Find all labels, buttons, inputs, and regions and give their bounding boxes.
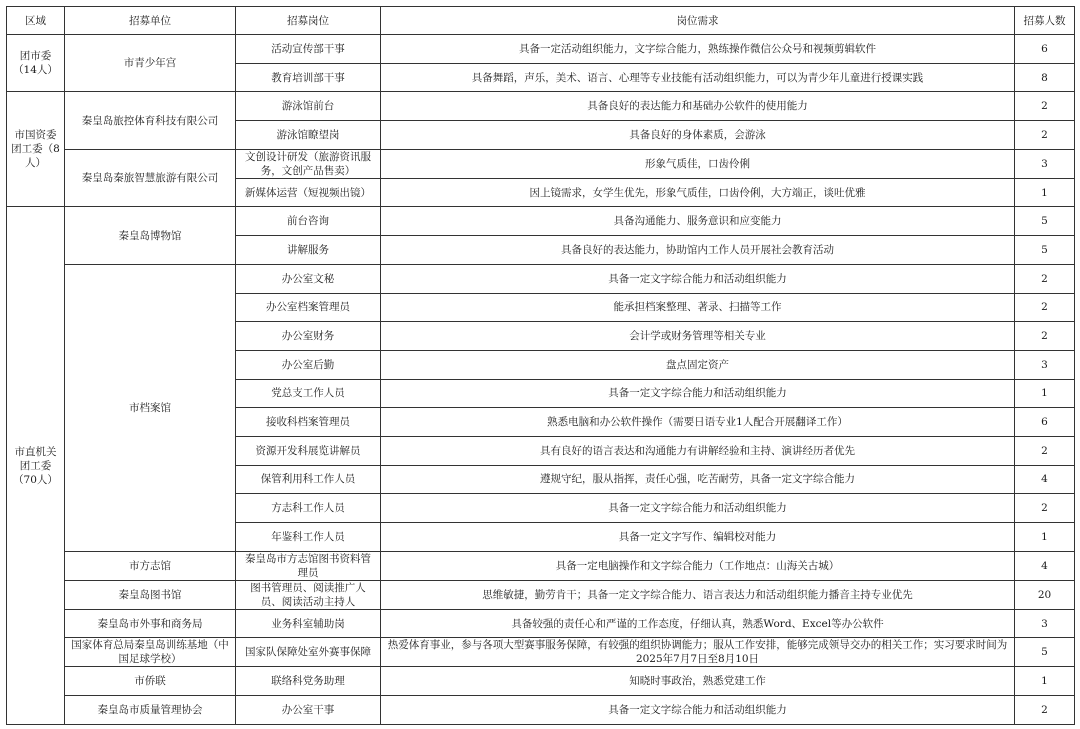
count-cell: 2 <box>1015 293 1075 322</box>
count-cell: 2 <box>1015 696 1075 725</box>
unit-cell: 市方志馆 <box>65 551 236 580</box>
requirement-cell: 熟悉电脑和办公软件操作（需要日语专业1人配合开展翻译工作） <box>381 408 1015 437</box>
position-cell: 办公室文秘 <box>236 264 381 293</box>
position-cell: 游泳馆前台 <box>236 92 381 121</box>
unit-cell: 秦皇岛市质量管理协会 <box>65 696 236 725</box>
position-cell: 文创设计研发（旅游资讯服务，文创产品售卖） <box>236 149 381 178</box>
header-position: 招募岗位 <box>236 7 381 35</box>
position-cell: 新媒体运营（短视频出镜） <box>236 178 381 207</box>
requirement-cell: 遵规守纪，服从指挥，责任心强，吃苦耐劳，具备一定文字综合能力 <box>381 465 1015 494</box>
unit-cell: 市档案馆 <box>65 264 236 551</box>
count-cell: 1 <box>1015 379 1075 408</box>
requirement-cell: 思维敏捷，勤劳肯干；具备一定文字综合能力、语言表达力和活动组织能力播音主持专业优先 <box>381 580 1015 609</box>
requirement-cell: 具有良好的语言表达和沟通能力有讲解经验和主持、演讲经历者优先 <box>381 436 1015 465</box>
table-row <box>7 92 1075 121</box>
count-cell: 3 <box>1015 350 1075 379</box>
table-row <box>7 207 1075 236</box>
region-cell: 团市委（14人） <box>7 35 65 92</box>
count-cell: 3 <box>1015 149 1075 178</box>
requirement-cell: 具备一定文字综合能力和活动组织能力 <box>381 379 1015 408</box>
count-cell: 6 <box>1015 35 1075 64</box>
requirement-cell: 具备良好的身体素质，会游泳 <box>381 121 1015 150</box>
count-cell: 4 <box>1015 465 1075 494</box>
position-cell: 办公室财务 <box>236 322 381 351</box>
unit-cell: 市青少年宫 <box>65 35 236 92</box>
position-cell: 资源开发科展览讲解员 <box>236 436 381 465</box>
requirement-cell: 因上镜需求，女学生优先，形象气质佳，口齿伶俐，大方端正，谈吐优雅 <box>381 178 1015 207</box>
position-cell: 图书管理员、阅读推广人员、阅读活动主持人 <box>236 580 381 609</box>
position-cell: 联络科党务助理 <box>236 667 381 696</box>
requirement-cell: 热爱体育事业，参与各项大型赛事服务保障，有较强的组织协调能力；服从工作安排，能够完成领导交办的相关工作；实习要求时间为2025年7月7日至8月10日 <box>381 638 1015 667</box>
requirement-cell: 会计学或财务管理等相关专业 <box>381 322 1015 351</box>
table-row <box>7 264 1075 293</box>
table-row <box>7 638 1075 667</box>
table-header-row <box>7 7 1075 35</box>
position-cell: 办公室档案管理员 <box>236 293 381 322</box>
header-region: 区域 <box>7 7 65 35</box>
position-cell: 接收科档案管理员 <box>236 408 381 437</box>
count-cell: 2 <box>1015 322 1075 351</box>
table-row <box>7 35 1075 64</box>
count-cell: 20 <box>1015 580 1075 609</box>
requirement-cell: 盘点固定资产 <box>381 350 1015 379</box>
count-cell: 2 <box>1015 264 1075 293</box>
requirement-cell: 形象气质佳，口齿伶俐 <box>381 149 1015 178</box>
header-count: 招募人数 <box>1015 7 1075 35</box>
table-row <box>7 149 1075 178</box>
count-cell: 4 <box>1015 551 1075 580</box>
position-cell: 教育培训部干事 <box>236 63 381 92</box>
unit-cell: 秦皇岛秦旅智慧旅游有限公司 <box>65 149 236 207</box>
requirement-cell: 具备良好的表达能力和基础办公软件的使用能力 <box>381 92 1015 121</box>
table-row <box>7 580 1075 609</box>
header-unit: 招募单位 <box>65 7 236 35</box>
position-cell: 保管利用科工作人员 <box>236 465 381 494</box>
requirement-cell: 知晓时事政治，熟悉党建工作 <box>381 667 1015 696</box>
unit-cell: 市侨联 <box>65 667 236 696</box>
count-cell: 5 <box>1015 638 1075 667</box>
count-cell: 3 <box>1015 609 1075 638</box>
table-row <box>7 696 1075 725</box>
count-cell: 5 <box>1015 236 1075 265</box>
position-cell: 前台咨询 <box>236 207 381 236</box>
requirement-cell: 具备一定文字综合能力和活动组织能力 <box>381 264 1015 293</box>
table-row <box>7 609 1075 638</box>
count-cell: 5 <box>1015 207 1075 236</box>
count-cell: 1 <box>1015 523 1075 552</box>
requirement-cell: 具备一定文字综合能力和活动组织能力 <box>381 696 1015 725</box>
region-cell: 市国资委团工委（8人） <box>7 92 65 207</box>
unit-cell: 国家体育总局秦皇岛训练基地（中国足球学校） <box>65 638 236 667</box>
position-cell: 讲解服务 <box>236 236 381 265</box>
region-cell: 市直机关团工委（70人） <box>7 207 65 724</box>
unit-cell: 秦皇岛旅控体育科技有限公司 <box>65 92 236 149</box>
position-cell: 业务科室辅助岗 <box>236 609 381 638</box>
count-cell: 2 <box>1015 436 1075 465</box>
requirement-cell: 具备舞蹈，声乐，美术、语言、心理等专业技能有活动组织能力，可以为青少年儿童进行授课实践 <box>381 63 1015 92</box>
position-cell: 年鉴科工作人员 <box>236 523 381 552</box>
recruitment-table <box>6 6 1075 725</box>
requirement-cell: 具备一定电脑操作和文字综合能力（工作地点：山海关古城） <box>381 551 1015 580</box>
requirement-cell: 具备较强的责任心和严谨的工作态度，仔细认真，熟悉Word、Excel等办公软件 <box>381 609 1015 638</box>
position-cell: 活动宣传部干事 <box>236 35 381 64</box>
count-cell: 2 <box>1015 121 1075 150</box>
requirement-cell: 具备良好的表达能力，协助馆内工作人员开展社会教育活动 <box>381 236 1015 265</box>
requirement-cell: 具备一定文字写作、编辑校对能力 <box>381 523 1015 552</box>
count-cell: 6 <box>1015 408 1075 437</box>
unit-cell: 秦皇岛图书馆 <box>65 580 236 609</box>
count-cell: 8 <box>1015 63 1075 92</box>
table-row <box>7 551 1075 580</box>
table-row <box>7 667 1075 696</box>
requirement-cell: 具备一定文字综合能力和活动组织能力 <box>381 494 1015 523</box>
position-cell: 办公室后勤 <box>236 350 381 379</box>
count-cell: 1 <box>1015 178 1075 207</box>
position-cell: 国家队保障处室外赛事保障 <box>236 638 381 667</box>
count-cell: 2 <box>1015 494 1075 523</box>
position-cell: 秦皇岛市方志馆图书资料管理员 <box>236 551 381 580</box>
position-cell: 游泳馆瞭望岗 <box>236 121 381 150</box>
requirement-cell: 具备一定活动组织能力，文字综合能力，熟练操作微信公众号和视频剪辑软件 <box>381 35 1015 64</box>
count-cell: 1 <box>1015 667 1075 696</box>
unit-cell: 秦皇岛博物馆 <box>65 207 236 264</box>
requirement-cell: 能承担档案整理、著录、扫描等工作 <box>381 293 1015 322</box>
position-cell: 党总支工作人员 <box>236 379 381 408</box>
unit-cell: 秦皇岛市外事和商务局 <box>65 609 236 638</box>
count-cell: 2 <box>1015 92 1075 121</box>
header-requirement: 岗位需求 <box>381 7 1015 35</box>
requirement-cell: 具备沟通能力、服务意识和应变能力 <box>381 207 1015 236</box>
position-cell: 办公室干事 <box>236 696 381 725</box>
position-cell: 方志科工作人员 <box>236 494 381 523</box>
